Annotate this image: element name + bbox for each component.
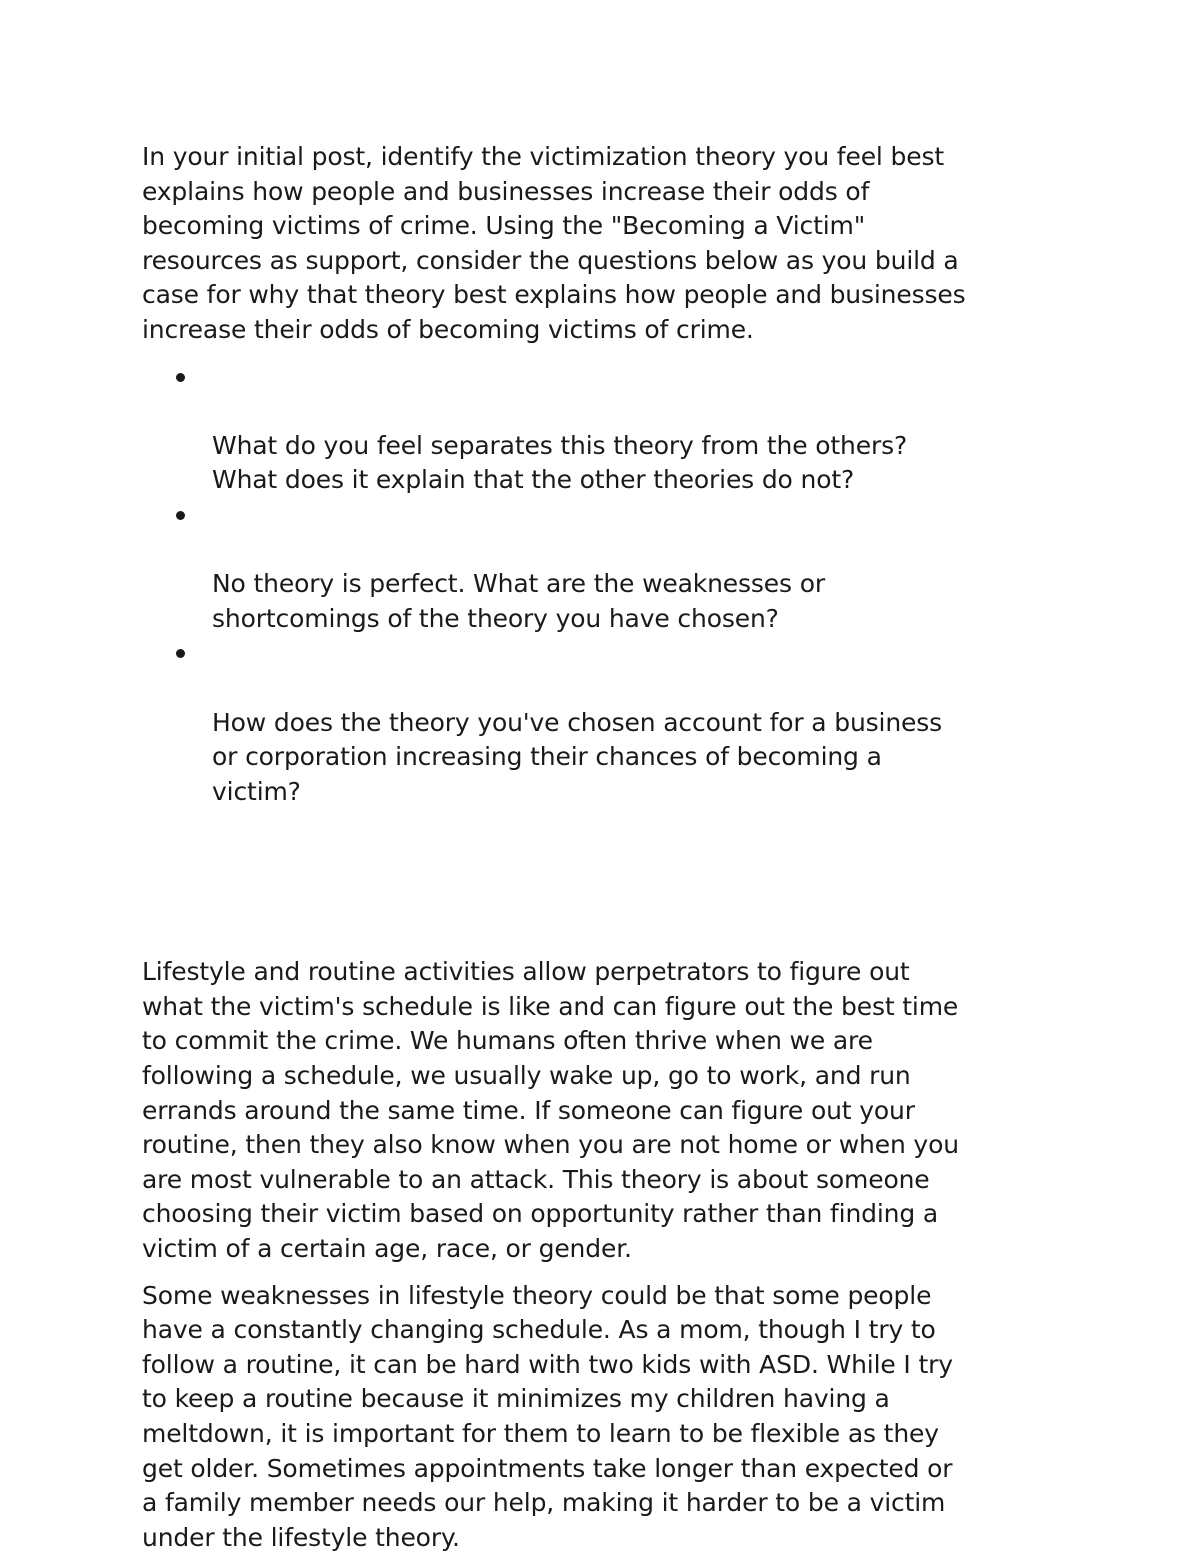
- document-page: [142, 140, 1072, 1555]
- response-paragraph-2: Some weaknesses in lifestyle theory could be that some people have a constantly changing schedule. As a mom, though I try to follow a routine, it can be hard with two kids with ASD. While I try to keep a routine because it minimizes my children having a meltdown, it is important for them to learn to be flexible as they get older. Sometimes appointments take longer than expected or a family member needs our help, making it harder to be a victim under the lifestyle theory.: [142, 1280, 953, 1552]
- prompt-questions-list: [142, 360, 1072, 810]
- question-text: No theory is perfect. What are the weaknesses or shortcomings of the theory you have chosen?: [212, 569, 825, 633]
- list-item: [142, 360, 1072, 498]
- question-text: How does the theory you've chosen account for a business or corporation increasing their chances of becoming a victim?: [212, 707, 943, 806]
- section-spacer: [142, 809, 1072, 955]
- list-item: [142, 636, 1072, 809]
- response-paragraph-1: Lifestyle and routine activities allow perpetrators to figure out what the victim's schedule is like and can figure out the best time to commit the crime. We humans often thrive when we are following a schedule, we usually wake up, go to work, and run errands around the same time. If someone can figure out your routine, then they also know when you are not home or when you are most vulnerable to an attack. This theory is about someone choosing their victim based on opportunity rather than finding a victim of a certain age, race, or gender.: [142, 957, 959, 1264]
- question-text: What do you feel separates this theory from the others? What does it explain that the other theories do not?: [212, 430, 908, 495]
- bullet-icon: [176, 373, 185, 382]
- prompt-intro-paragraph: In your initial post, identify the victimization theory you feel best explains how people and businesses increase their odds of becoming victims of crime. Using the "Becoming a Victim" resources as support, consider the questions below as you build a case for why that theory best explains how people and businesses increase their odds of becoming victims of crime.: [142, 142, 966, 344]
- bullet-icon: [176, 649, 185, 658]
- list-item: [142, 498, 1072, 636]
- bullet-icon: [176, 511, 185, 520]
